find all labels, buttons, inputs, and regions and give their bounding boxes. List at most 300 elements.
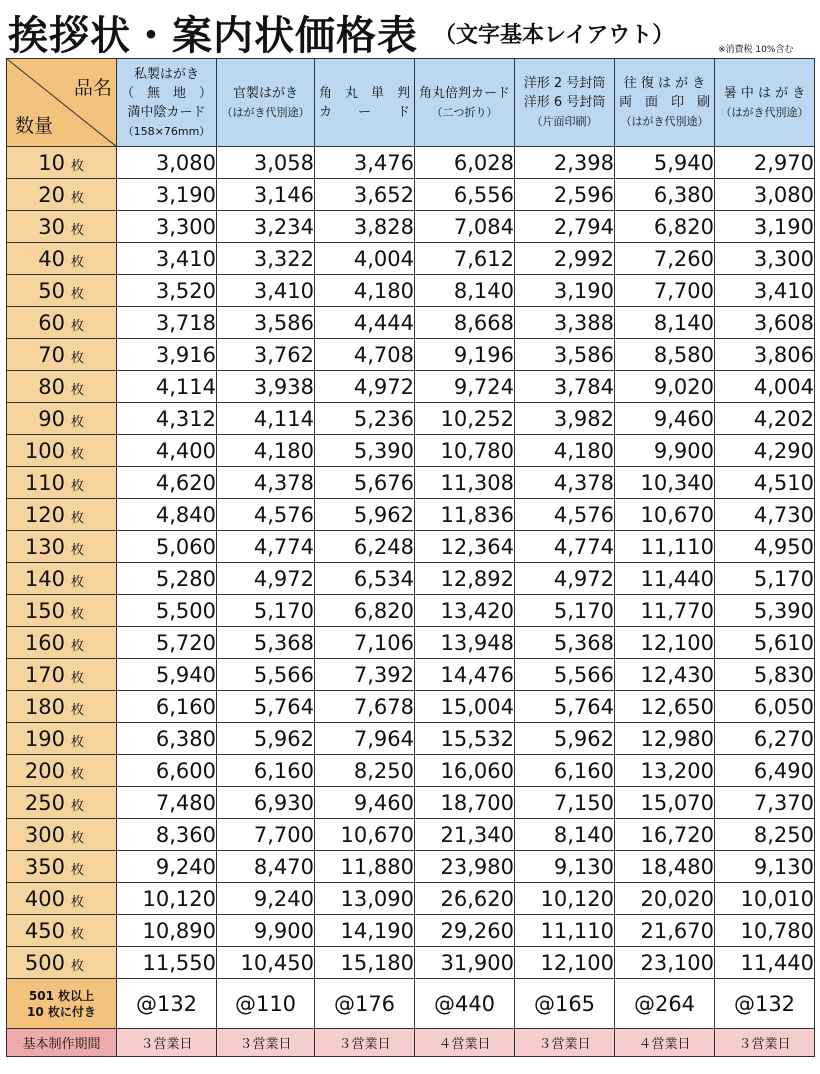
quantity-cell [7, 307, 117, 339]
quantity-unit: 枚 [71, 670, 85, 686]
price-cell: 4,774 [515, 531, 615, 563]
table-row [7, 403, 815, 435]
quantity-cell [7, 179, 117, 211]
price-cell: 3,146 [217, 179, 315, 211]
price-cell: 4,576 [515, 499, 615, 531]
quantity-unit: 枚 [71, 606, 85, 622]
quantity-unit: 枚 [71, 478, 85, 494]
quantity-unit: 枚 [71, 286, 85, 302]
price-cell: 6,380 [615, 179, 715, 211]
quantity-cell [7, 595, 117, 627]
column-header [117, 59, 217, 147]
price-cell: 3,410 [217, 275, 315, 307]
header-row [7, 59, 815, 147]
price-cell: 3,388 [515, 307, 615, 339]
price-cell: 11,880 [315, 851, 415, 883]
quantity-unit: 枚 [71, 574, 85, 590]
quantity-cell [7, 467, 117, 499]
price-cell: 23,980 [415, 851, 515, 883]
table-row [7, 467, 815, 499]
extra-price-cell: @110 [217, 979, 315, 1029]
page-subtitle: （文字基本レイアウト） [434, 23, 675, 48]
price-cell: 10,780 [715, 915, 815, 947]
price-cell: 10,120 [117, 883, 217, 915]
column-header-line: 角丸倍判カード [418, 85, 510, 101]
quantity-unit: 枚 [71, 222, 85, 238]
extra-price-row [7, 979, 815, 1029]
quantity-unit: 枚 [71, 254, 85, 270]
column-header-line: 角 丸 単 判 [318, 85, 410, 101]
price-cell: 4,576 [217, 499, 315, 531]
price-cell: 2,596 [515, 179, 615, 211]
quantity-number: 300 [24, 822, 65, 847]
product-name-label: 品名 [73, 77, 112, 99]
quantity-unit: 枚 [71, 510, 85, 526]
price-cell: 10,340 [615, 467, 715, 499]
price-cell: 5,170 [715, 563, 815, 595]
quantity-cell [7, 435, 117, 467]
quantity-number: 190 [24, 726, 65, 751]
price-cell: 6,534 [315, 563, 415, 595]
column-header-note: （二つ折り） [431, 105, 498, 119]
table-row [7, 691, 815, 723]
price-cell: 10,670 [615, 499, 715, 531]
price-cell: 6,248 [315, 531, 415, 563]
price-cell: 5,962 [515, 723, 615, 755]
quantity-number: 200 [24, 758, 65, 783]
price-cell: 4,202 [715, 403, 815, 435]
price-cell: 4,114 [117, 371, 217, 403]
price-cell: 5,940 [615, 147, 715, 179]
quantity-cell [7, 787, 117, 819]
quantity-cell [7, 147, 117, 179]
price-cell: 12,100 [615, 627, 715, 659]
corner-cell [7, 59, 117, 147]
column-header-note: （はがき代別途） [620, 115, 709, 128]
column-header [515, 59, 615, 147]
price-cell: 7,612 [415, 243, 515, 275]
column-header-note: （はがき代別途） [221, 105, 310, 119]
column-header [315, 59, 415, 147]
price-cell: 3,234 [217, 211, 315, 243]
price-cell: 6,930 [217, 787, 315, 819]
price-cell: 21,340 [415, 819, 515, 851]
column-header-line: 洋形 6 号封筒 [523, 95, 606, 110]
price-cell: 2,992 [515, 243, 615, 275]
price-cell: 11,110 [515, 915, 615, 947]
price-cell: 3,190 [715, 211, 815, 243]
table-row [7, 851, 815, 883]
tax-note: ※消費税 10%含む [718, 45, 794, 55]
price-cell: 3,806 [715, 339, 815, 371]
price-cell: 13,420 [415, 595, 515, 627]
price-cell: 9,240 [217, 883, 315, 915]
table-row [7, 915, 815, 947]
price-cell: 3,410 [715, 275, 815, 307]
price-cell: 10,252 [415, 403, 515, 435]
price-cell: 4,774 [217, 531, 315, 563]
price-cell: 9,240 [117, 851, 217, 883]
price-cell: 6,160 [515, 755, 615, 787]
price-cell: 8,250 [315, 755, 415, 787]
price-cell: 16,060 [415, 755, 515, 787]
price-cell: 4,378 [217, 467, 315, 499]
price-cell: 4,510 [715, 467, 815, 499]
quantity-unit: 枚 [71, 862, 85, 878]
table-row [7, 531, 815, 563]
price-cell: 4,840 [117, 499, 217, 531]
quantity-number: 100 [24, 438, 65, 463]
price-cell: 10,010 [715, 883, 815, 915]
price-cell: 9,460 [315, 787, 415, 819]
price-cell: 7,106 [315, 627, 415, 659]
quantity-number: 150 [24, 598, 65, 623]
price-cell: 5,830 [715, 659, 815, 691]
column-header [715, 59, 815, 147]
table-row [7, 755, 815, 787]
price-cell: 3,586 [515, 339, 615, 371]
table-row [7, 339, 815, 371]
price-cell: 7,084 [415, 211, 515, 243]
price-cell: 4,972 [217, 563, 315, 595]
price-cell: 18,480 [615, 851, 715, 883]
quantity-unit: 枚 [71, 766, 85, 782]
table-row [7, 659, 815, 691]
quantity-unit: 枚 [71, 190, 85, 206]
production-period-cell: ４営業日 [615, 1029, 715, 1057]
price-cell: 13,090 [315, 883, 415, 915]
quantity-unit: 枚 [71, 318, 85, 334]
price-cell: 9,900 [217, 915, 315, 947]
price-cell: 3,938 [217, 371, 315, 403]
price-cell: 6,160 [117, 691, 217, 723]
price-cell: 3,322 [217, 243, 315, 275]
extra-price-cell: @440 [415, 979, 515, 1029]
price-cell: 14,476 [415, 659, 515, 691]
price-cell: 4,114 [217, 403, 315, 435]
price-cell: 2,398 [515, 147, 615, 179]
quantity-cell [7, 563, 117, 595]
extra-label-line: 10 枚に付き [27, 1004, 96, 1019]
price-cell: 10,120 [515, 883, 615, 915]
extra-price-cell: @132 [715, 979, 815, 1029]
price-cell: 7,964 [315, 723, 415, 755]
column-header-line: 往 復 は が き [623, 76, 706, 91]
price-cell: 8,668 [415, 307, 515, 339]
quantity-unit: 枚 [71, 926, 85, 942]
price-cell: 8,360 [117, 819, 217, 851]
production-period-cell: ３営業日 [315, 1029, 415, 1057]
quantity-unit: 枚 [71, 830, 85, 846]
price-cell: 5,170 [217, 595, 315, 627]
quantity-number: 170 [24, 662, 65, 687]
price-cell: 3,608 [715, 307, 815, 339]
production-period-cell: ３営業日 [217, 1029, 315, 1057]
price-cell: 11,308 [415, 467, 515, 499]
price-cell: 13,948 [415, 627, 515, 659]
table-row [7, 147, 815, 179]
quantity-number: 30 [38, 214, 65, 239]
price-cell: 5,940 [117, 659, 217, 691]
column-header-line: 洋形 2 号封筒 [523, 76, 606, 91]
quantity-unit: 枚 [71, 350, 85, 366]
price-cell: 5,610 [715, 627, 815, 659]
column-header-line: 暑 中 は が き [723, 85, 806, 101]
price-cell: 9,196 [415, 339, 515, 371]
price-cell: 7,700 [615, 275, 715, 307]
table-row [7, 883, 815, 915]
table-row [7, 627, 815, 659]
price-cell: 5,962 [315, 499, 415, 531]
price-cell: 8,140 [415, 275, 515, 307]
price-cell: 11,550 [117, 947, 217, 979]
price-cell: 3,080 [117, 147, 217, 179]
price-cell: 4,312 [117, 403, 217, 435]
table-row [7, 595, 815, 627]
price-cell: 29,260 [415, 915, 515, 947]
price-cell: 9,460 [615, 403, 715, 435]
price-cell: 12,980 [615, 723, 715, 755]
table-row [7, 275, 815, 307]
price-cell: 9,130 [715, 851, 815, 883]
price-cell: 7,260 [615, 243, 715, 275]
price-cell: 26,620 [415, 883, 515, 915]
quantity-number: 110 [24, 470, 65, 495]
price-cell: 3,828 [315, 211, 415, 243]
quantity-number: 20 [38, 182, 65, 207]
price-cell: 21,670 [615, 915, 715, 947]
quantity-number: 180 [24, 694, 65, 719]
quantity-cell [7, 915, 117, 947]
extra-price-label [7, 979, 117, 1029]
quantity-number: 350 [24, 854, 65, 879]
price-cell: 4,972 [315, 371, 415, 403]
column-header-line: カ ー ド [318, 104, 410, 120]
price-cell: 3,586 [217, 307, 315, 339]
price-cell: 3,718 [117, 307, 217, 339]
price-cell: 3,784 [515, 371, 615, 403]
price-cell: 5,764 [217, 691, 315, 723]
price-cell: 15,180 [315, 947, 415, 979]
price-cell: 3,410 [117, 243, 217, 275]
price-cell: 4,180 [315, 275, 415, 307]
quantity-cell [7, 403, 117, 435]
price-cell: 4,004 [715, 371, 815, 403]
price-cell: 3,916 [117, 339, 217, 371]
price-cell: 12,892 [415, 563, 515, 595]
price-cell: 3,300 [715, 243, 815, 275]
price-cell: 2,794 [515, 211, 615, 243]
price-cell: 6,160 [217, 755, 315, 787]
quantity-number: 60 [38, 310, 65, 335]
price-cell: 15,004 [415, 691, 515, 723]
price-cell: 5,280 [117, 563, 217, 595]
column-header [217, 59, 315, 147]
quantity-number: 40 [38, 246, 65, 271]
extra-label-line: 501 枚以上 [28, 988, 95, 1003]
price-cell: 4,708 [315, 339, 415, 371]
table-row [7, 563, 815, 595]
price-cell: 10,890 [117, 915, 217, 947]
quantity-cell [7, 339, 117, 371]
price-cell: 3,982 [515, 403, 615, 435]
column-header-line: 官製はがき [232, 85, 298, 101]
quantity-number: 160 [24, 630, 65, 655]
quantity-label: 数量 [15, 115, 54, 137]
price-cell: 4,972 [515, 563, 615, 595]
price-cell: 15,532 [415, 723, 515, 755]
quantity-cell [7, 851, 117, 883]
price-cell: 5,236 [315, 403, 415, 435]
quantity-unit: 枚 [71, 638, 85, 654]
production-period-cell: ３営業日 [515, 1029, 615, 1057]
price-cell: 10,450 [217, 947, 315, 979]
price-cell: 3,300 [117, 211, 217, 243]
production-period-cell: ３営業日 [715, 1029, 815, 1057]
price-cell: 5,368 [515, 627, 615, 659]
price-cell: 5,764 [515, 691, 615, 723]
table-row [7, 307, 815, 339]
price-cell: 4,950 [715, 531, 815, 563]
extra-price-cell: @165 [515, 979, 615, 1029]
production-period-row [7, 1029, 815, 1057]
quantity-unit: 枚 [71, 542, 85, 558]
quantity-cell [7, 627, 117, 659]
quantity-number: 130 [24, 534, 65, 559]
price-cell: 4,180 [217, 435, 315, 467]
price-cell: 10,780 [415, 435, 515, 467]
price-cell: 7,392 [315, 659, 415, 691]
price-cell: 3,476 [315, 147, 415, 179]
quantity-number: 80 [38, 374, 65, 399]
quantity-number: 10 [38, 150, 65, 175]
price-cell: 6,600 [117, 755, 217, 787]
quantity-unit: 枚 [71, 734, 85, 750]
price-cell: 7,480 [117, 787, 217, 819]
price-cell: 6,050 [715, 691, 815, 723]
price-cell: 8,470 [217, 851, 315, 883]
production-period-label: 基本制作期間 [7, 1029, 117, 1057]
table-row [7, 211, 815, 243]
price-cell: 3,190 [515, 275, 615, 307]
quantity-number: 250 [24, 790, 65, 815]
quantity-cell [7, 755, 117, 787]
price-cell: 6,490 [715, 755, 815, 787]
quantity-cell [7, 883, 117, 915]
quantity-cell [7, 659, 117, 691]
price-cell: 5,060 [117, 531, 217, 563]
table-row [7, 243, 815, 275]
table-row [7, 947, 815, 979]
price-cell: 5,676 [315, 467, 415, 499]
quantity-number: 400 [24, 886, 65, 911]
price-cell: 5,390 [715, 595, 815, 627]
table-row [7, 819, 815, 851]
quantity-number: 120 [24, 502, 65, 527]
price-cell: 4,378 [515, 467, 615, 499]
price-cell: 5,170 [515, 595, 615, 627]
price-cell: 6,270 [715, 723, 815, 755]
column-header [615, 59, 715, 147]
quantity-cell [7, 499, 117, 531]
table-row [7, 723, 815, 755]
quantity-cell [7, 371, 117, 403]
column-header [415, 59, 515, 147]
price-cell: 5,390 [315, 435, 415, 467]
quantity-cell [7, 691, 117, 723]
quantity-cell [7, 819, 117, 851]
price-cell: 5,368 [217, 627, 315, 659]
price-cell: 12,364 [415, 531, 515, 563]
table-row [7, 179, 815, 211]
quantity-number: 70 [38, 342, 65, 367]
price-cell: 5,962 [217, 723, 315, 755]
quantity-unit: 枚 [71, 958, 85, 974]
extra-price-cell: @264 [615, 979, 715, 1029]
price-cell: 3,652 [315, 179, 415, 211]
extra-price-cell: @132 [117, 979, 217, 1029]
column-header-line: 満中陰カード [127, 104, 206, 120]
quantity-number: 500 [24, 950, 65, 975]
price-cell: 5,566 [217, 659, 315, 691]
price-cell: 3,190 [117, 179, 217, 211]
price-cell: 4,400 [117, 435, 217, 467]
column-header-line: 両 面 印 刷 [618, 95, 710, 110]
price-cell: 2,970 [715, 147, 815, 179]
price-cell: 12,100 [515, 947, 615, 979]
price-cell: 12,430 [615, 659, 715, 691]
table-row [7, 499, 815, 531]
quantity-unit: 枚 [71, 446, 85, 462]
quantity-cell [7, 947, 117, 979]
price-cell: 3,058 [217, 147, 315, 179]
price-cell: 12,650 [615, 691, 715, 723]
price-cell: 9,724 [415, 371, 515, 403]
price-cell: 11,440 [615, 563, 715, 595]
quantity-cell [7, 723, 117, 755]
column-header-line: （ 無 地 ） [120, 85, 212, 101]
page-title: 挨拶状・案内状価格表 [8, 13, 418, 59]
price-cell: 11,440 [715, 947, 815, 979]
price-cell: 3,762 [217, 339, 315, 371]
table-row [7, 435, 815, 467]
price-cell: 8,580 [615, 339, 715, 371]
price-cell: 7,700 [217, 819, 315, 851]
price-cell: 8,140 [615, 307, 715, 339]
column-header-note: （片面印刷） [531, 115, 598, 128]
price-cell: 3,520 [117, 275, 217, 307]
price-cell: 4,730 [715, 499, 815, 531]
price-cell: 7,370 [715, 787, 815, 819]
extra-price-cell: @176 [315, 979, 415, 1029]
quantity-cell [7, 211, 117, 243]
price-cell: 4,620 [117, 467, 217, 499]
price-cell: 7,150 [515, 787, 615, 819]
price-cell: 8,140 [515, 819, 615, 851]
table-row [7, 371, 815, 403]
price-cell: 4,180 [515, 435, 615, 467]
price-cell: 23,100 [615, 947, 715, 979]
price-cell: 9,900 [615, 435, 715, 467]
quantity-unit: 枚 [71, 894, 85, 910]
quantity-cell [7, 243, 117, 275]
quantity-unit: 枚 [71, 702, 85, 718]
price-table-body [7, 147, 815, 979]
quantity-number: 50 [38, 278, 65, 303]
price-cell: 3,080 [715, 179, 815, 211]
price-cell: 15,070 [615, 787, 715, 819]
price-cell: 4,290 [715, 435, 815, 467]
